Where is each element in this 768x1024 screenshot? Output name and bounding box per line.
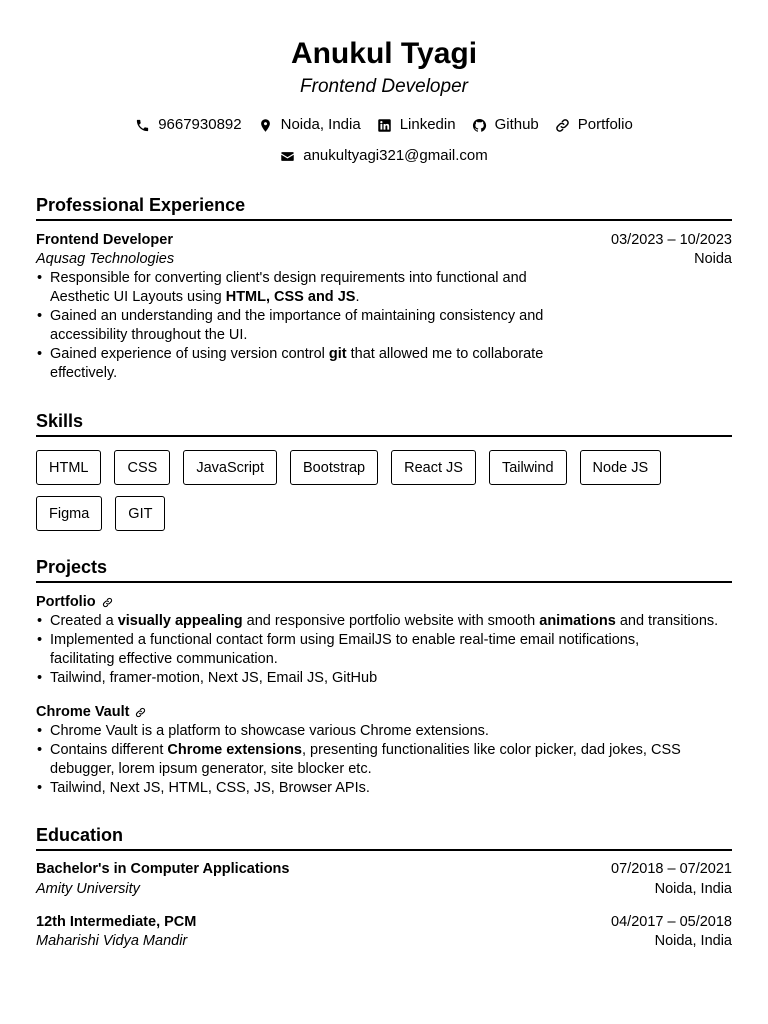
candidate-title: Frontend Developer xyxy=(300,76,468,97)
link-icon xyxy=(555,118,570,133)
candidate-name: Anukul Tyagi xyxy=(290,37,478,70)
project-bullets xyxy=(36,722,732,798)
contact-linkedin[interactable] xyxy=(377,115,456,135)
job-bullets xyxy=(36,269,566,383)
mail-icon xyxy=(280,149,295,164)
list-item: • Responsible for converting client's design requirements into functional and Aesthetic UI Layouts using HTML, CSS and JS. xyxy=(36,269,566,307)
contact-email[interactable] xyxy=(280,146,488,166)
job-role: Frontend Developer xyxy=(36,232,173,248)
project-title-chrome-vault[interactable] xyxy=(36,703,146,722)
project-name[interactable]: Portfolio xyxy=(36,594,96,610)
skill-chip: JavaScript xyxy=(183,450,277,485)
list-item: • Contains different Chrome extensions, presenting functionalities like color picker, dad jokes, CSS debugger, lorem ipsum generator, site blocker etc. xyxy=(36,741,701,779)
projects-heading: Projects xyxy=(36,556,732,583)
skill-chip: CSS xyxy=(114,450,170,485)
contact-github[interactable] xyxy=(472,115,539,135)
contact-phone[interactable] xyxy=(135,115,241,135)
portfolio-link[interactable]: Portfolio xyxy=(577,116,633,133)
list-item: • Created a visually appealing and responsive portfolio website with smooth animations and transitions. xyxy=(36,612,732,631)
linkedin-icon xyxy=(377,118,392,133)
school: Amity University xyxy=(36,881,140,897)
education-location: Noida, India xyxy=(654,881,732,897)
skill-chip: Bootstrap xyxy=(290,450,378,485)
contact-row-email xyxy=(36,146,732,166)
skill-chip: Figma xyxy=(36,496,102,531)
job-dates: 03/2023 – 10/2023 xyxy=(611,232,732,248)
github-link[interactable]: Github xyxy=(494,116,539,133)
skill-chip: GIT xyxy=(115,496,165,531)
skills-list xyxy=(36,450,732,531)
list-item: • Tailwind, framer-motion, Next JS, Email JS, GitHub xyxy=(36,669,732,688)
project-name[interactable]: Chrome Vault xyxy=(36,704,130,720)
github-icon xyxy=(472,118,487,133)
education-heading: Education xyxy=(36,824,732,851)
link-icon[interactable] xyxy=(135,707,146,718)
job-location: Noida xyxy=(694,251,732,267)
degree: Bachelor's in Computer Applications xyxy=(36,861,290,877)
education-dates: 04/2017 – 05/2018 xyxy=(611,914,732,930)
education-location: Noida, India xyxy=(654,933,732,949)
project-title-portfolio[interactable] xyxy=(36,593,113,612)
phone-icon xyxy=(135,118,150,133)
project-bullets xyxy=(36,612,732,688)
skills-heading: Skills xyxy=(36,410,732,437)
school: Maharishi Vidya Mandir xyxy=(36,933,188,949)
phone-text: 9667930892 xyxy=(158,116,242,133)
job-company: Aqusag Technologies xyxy=(36,251,175,267)
contact-portfolio[interactable] xyxy=(555,115,633,135)
skill-chip: Node JS xyxy=(580,450,662,485)
list-item: • Tailwind, Next JS, HTML, CSS, JS, Browser APIs. xyxy=(36,779,732,798)
location-pin-icon xyxy=(258,118,273,133)
experience-heading: Professional Experience xyxy=(36,194,732,221)
list-item: • Chrome Vault is a platform to showcase various Chrome extensions. xyxy=(36,722,732,741)
list-item: • Implemented a functional contact form using EmailJS to enable real-time email notifications, facilitating effective communication. xyxy=(36,631,676,669)
email-link[interactable]: anukultyagi321@gmail.com xyxy=(303,147,488,164)
education-dates: 07/2018 – 07/2021 xyxy=(611,861,732,877)
contact-row xyxy=(36,115,732,135)
list-item: • Gained experience of using version control git that allowed me to collaborate effectively. xyxy=(36,345,566,383)
list-item: • Gained an understanding and the importance of maintaining consistency and accessibility throughout the UI. xyxy=(36,307,566,345)
link-icon[interactable] xyxy=(102,597,113,608)
location-text: Noida, India xyxy=(280,116,361,133)
degree: 12th Intermediate, PCM xyxy=(36,914,197,930)
skill-chip: HTML xyxy=(36,450,101,485)
linkedin-link[interactable]: Linkedin xyxy=(399,116,456,133)
skill-chip: Tailwind xyxy=(489,450,567,485)
contact-location xyxy=(258,115,361,135)
skill-chip: React JS xyxy=(391,450,476,485)
